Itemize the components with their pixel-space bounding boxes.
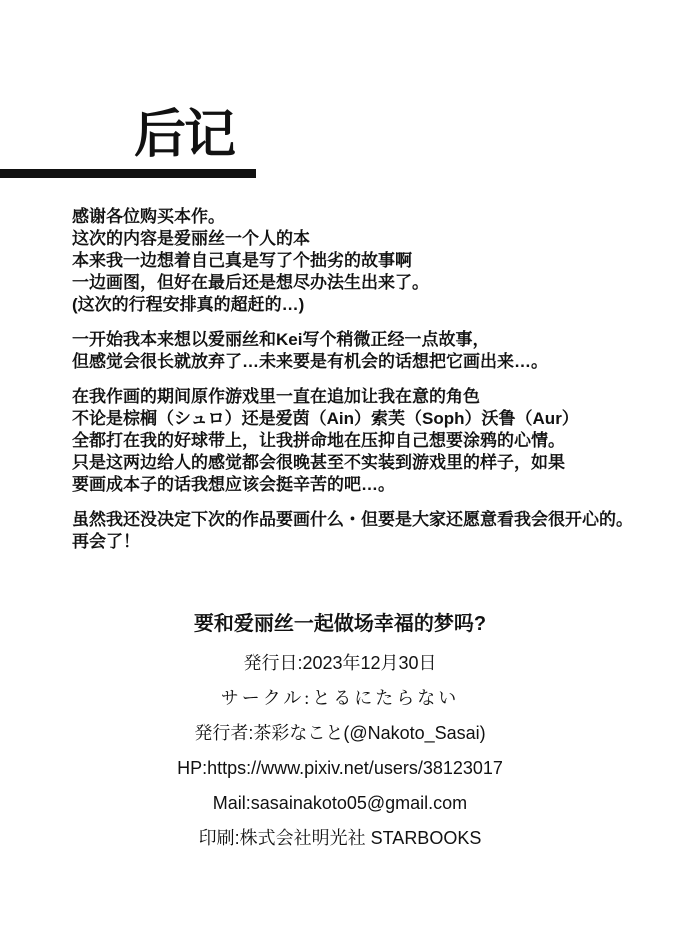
body-line: 但感觉会很长就放弃了…未来要是有机会的话想把它画出来…。 xyxy=(72,352,548,371)
body-line: 在我作画的期间原作游戏里一直在追加让我在意的角色 xyxy=(72,387,480,406)
printer-line: 印刷:株式会社明光社 STARBOOKS xyxy=(198,828,482,848)
body-line: 不论是棕榈（シュロ）还是爱茵（Ain）索芙（Soph）沃鲁（Aur） xyxy=(72,409,579,428)
body-line: 要画成本子的话我想应该会挺辛苦的吧…。 xyxy=(72,475,395,494)
title-underline-rule xyxy=(0,169,256,178)
body-line: 虽然我还没决定下次的作品要画什么・但要是大家还愿意看我会很开心的。 xyxy=(72,510,633,529)
publisher-line: 発行者:茶彩なこと(@Nakoto_Sasai) xyxy=(194,723,486,743)
body-line: 再会了！ xyxy=(72,532,140,551)
afterword-body xyxy=(72,206,672,566)
release-date-line: 発行日:2023年12月30日 xyxy=(243,653,437,673)
circle-line: サークル:とるにたらない xyxy=(220,688,460,708)
body-line: 这次的内容是爱丽丝一个人的本 xyxy=(72,229,310,248)
body-line: 一边画图，但好在最后还是想尽办法生出来了。 xyxy=(72,273,429,292)
body-line: 感谢各位购买本作。 xyxy=(72,207,225,226)
book-title: 要和爱丽丝一起做场幸福的梦吗? xyxy=(193,613,487,635)
body-line: (这次的行程安排真的超赶的…) xyxy=(72,295,305,314)
body-line: 一开始我本来想以爱丽丝和Kei写个稍微正经一点故事， xyxy=(72,330,490,349)
body-line: 本来我一边想着自己真是写了个拙劣的故事啊 xyxy=(72,251,412,270)
body-line: 全都打在我的好球带上，让我拼命地在压抑自己想要涂鸦的心情。 xyxy=(72,431,565,450)
paragraph xyxy=(72,329,672,373)
mail-line: Mail:sasainakoto05@gmail.com xyxy=(212,793,468,813)
page-title: 后记 xyxy=(134,106,235,164)
colophon xyxy=(0,610,680,848)
paragraph xyxy=(72,509,672,553)
paragraph xyxy=(72,386,672,496)
paragraph xyxy=(72,206,672,316)
homepage-line: HP:https://www.pixiv.net/users/38123017 xyxy=(177,758,503,778)
body-line: 只是这两边给人的感觉都会很晚甚至不实装到游戏里的样子，如果 xyxy=(72,453,565,472)
